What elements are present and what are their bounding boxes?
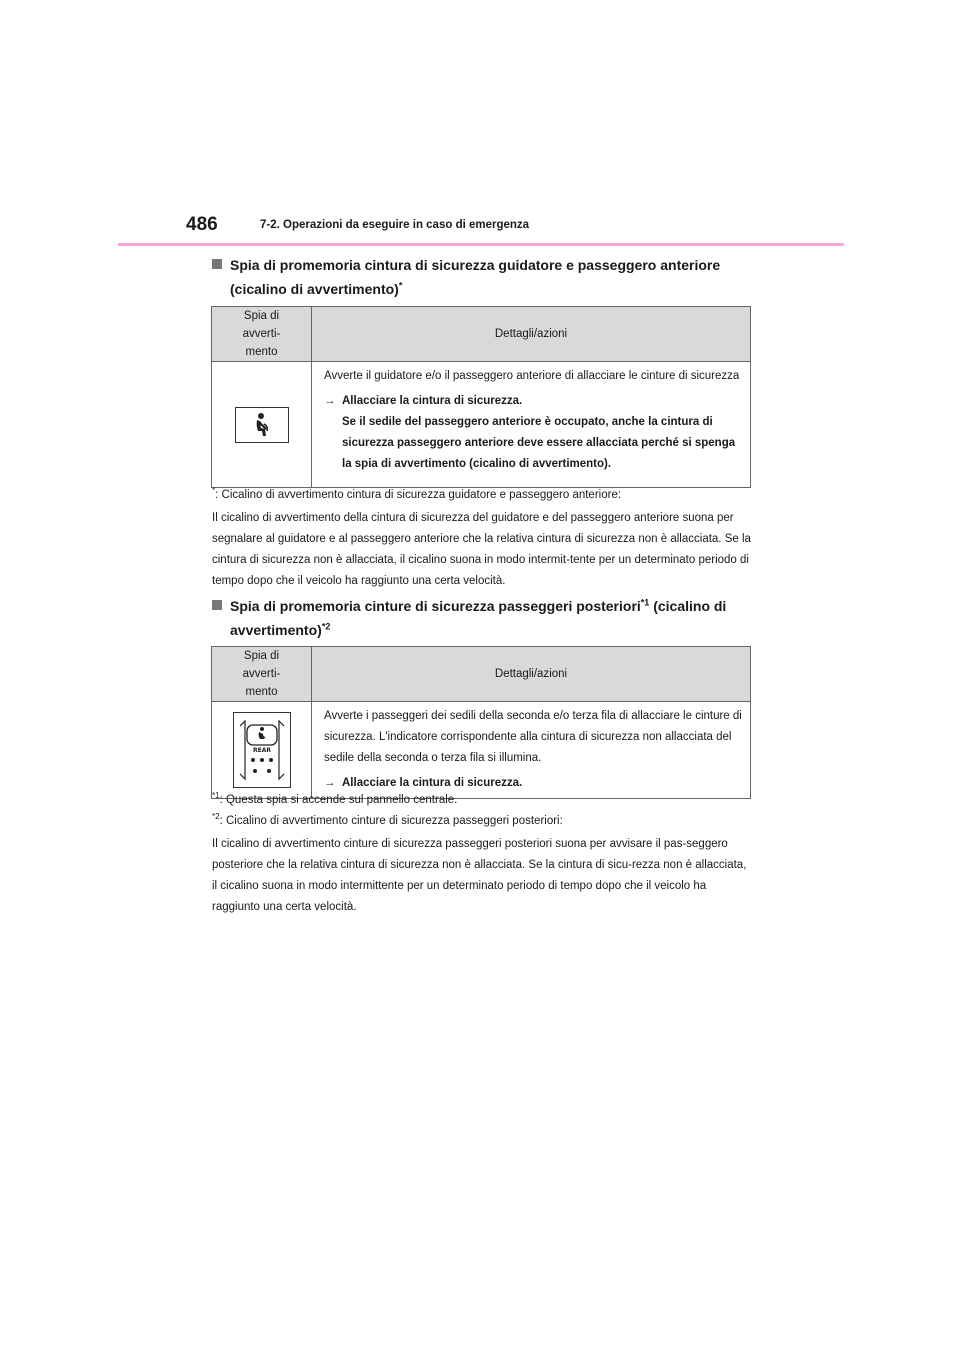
- page-number: 486: [186, 214, 218, 235]
- table-cell-details: [312, 702, 751, 799]
- bullet-square-icon: [212, 600, 222, 610]
- rear-warning-light-table: [211, 646, 751, 799]
- footnote-text: : Cicalino di avvertimento cintura di sicurezza guidatore e passeggero anteriore:: [215, 488, 622, 501]
- body-paragraph: Il cicalino di avvertimento della cintura di sicurezza del guidatore e del passeggero anteriore suona per segnalare al guidatore e al passeggero anteriore che la relativa cintura di sicurezza non è allacciata. Se la cintura di sicurezza non è allacciata, il cicalino suona in modo intermit-tente per un determinato periodo di tempo dopo che il veicolo ha raggiunto una certa velocità.: [212, 512, 751, 587]
- table-header-details: Dettagli/azioni: [312, 647, 751, 702]
- section2-heading: [212, 594, 772, 642]
- footnote-marker: *: [212, 486, 216, 495]
- footnote-marker: *1: [640, 597, 650, 608]
- svg-text:REAR: REAR: [252, 747, 271, 754]
- section1-heading: [212, 253, 772, 301]
- table-header-details: Dettagli/azioni: [312, 307, 751, 362]
- table-cell-details: [312, 362, 751, 488]
- rear-seatbelt-reminder-icon: [233, 712, 291, 788]
- section2-heading-line2: avvertimento)$^{*2}$: [230, 621, 331, 638]
- table-cell-icon: [212, 362, 312, 488]
- table-header-light: Spia di avverti-mento: [212, 647, 312, 702]
- section2-heading-line1: Spia di promemoria cinture di sicurezza passeggeri posteriori$^{*1}$ (cicalino di: [230, 597, 727, 614]
- action-item: [324, 391, 744, 475]
- footnote-2: [212, 809, 752, 829]
- footnote-1: [212, 788, 752, 808]
- footnote: [212, 483, 752, 503]
- section1-heading-line2: (cicalino di avvertimento)*: [230, 280, 403, 297]
- footnote-marker: *2: [321, 621, 331, 632]
- section1-heading-line1: Spia di promemoria cintura di sicurezza guidatore e passeggero anteriore: [230, 257, 721, 273]
- header-divider: [118, 243, 844, 246]
- seatbelt-reminder-icon: [235, 407, 289, 443]
- arrow-right-icon: →: [324, 777, 336, 789]
- footnote-text: : Questa spia si accende sul pannello centrale.: [219, 793, 458, 806]
- warning-light-table: [211, 306, 751, 488]
- body-paragraph: Il cicalino di avvertimento cinture di sicurezza passeggeri posteriori suona per avvisare il pas-seggero posteriore che la relativa cintura di sicurezza non è allacciata. Se la cintura di sicu-rezza non è allacciata, il cicalino suona in modo intermittente per un determinato periodo di tempo dopo che il veicolo ha raggiunto una certa velocità.: [212, 838, 747, 913]
- table-header-light: Spia di avverti-mento: [212, 307, 312, 362]
- footnote-marker: *: [398, 280, 403, 291]
- footnote-marker: *2: [212, 812, 220, 821]
- bullet-square-icon: [212, 259, 222, 269]
- warning-description: Avverte il guidatore e/o il passeggero anteriore di allacciare le cinture di sicurezza: [324, 370, 740, 382]
- section-title: 7-2. Operazioni da eseguire in caso di emergenza: [260, 219, 530, 231]
- warning-description: Avverte i passeggeri dei sedili della seconda e/o terza fila di allacciare le cinture di sicurezza. L'indicatore corrispondente alla cintura di sicurezza non allacciata del sedile della seconda o terza fila si illumina.: [324, 710, 742, 764]
- action-text: Allacciare la cintura di sicurezza.: [342, 777, 523, 789]
- action-text: Allacciare la cintura di sicurezza.: [342, 395, 523, 407]
- arrow-right-icon: →: [324, 395, 336, 407]
- footnote-text: : Cicalino di avvertimento cinture di sicurezza passeggeri posteriori:: [219, 814, 563, 827]
- action-detail: Se il sedile del passeggero anteriore è occupato, anche la cintura di sicurezza passeggero anteriore deve essere allacciata perché si spenga la spia di avvertimento (cicalino di avvertimento).: [342, 416, 736, 470]
- footnote-marker: *1: [212, 791, 220, 800]
- table-cell-icon: [212, 702, 312, 799]
